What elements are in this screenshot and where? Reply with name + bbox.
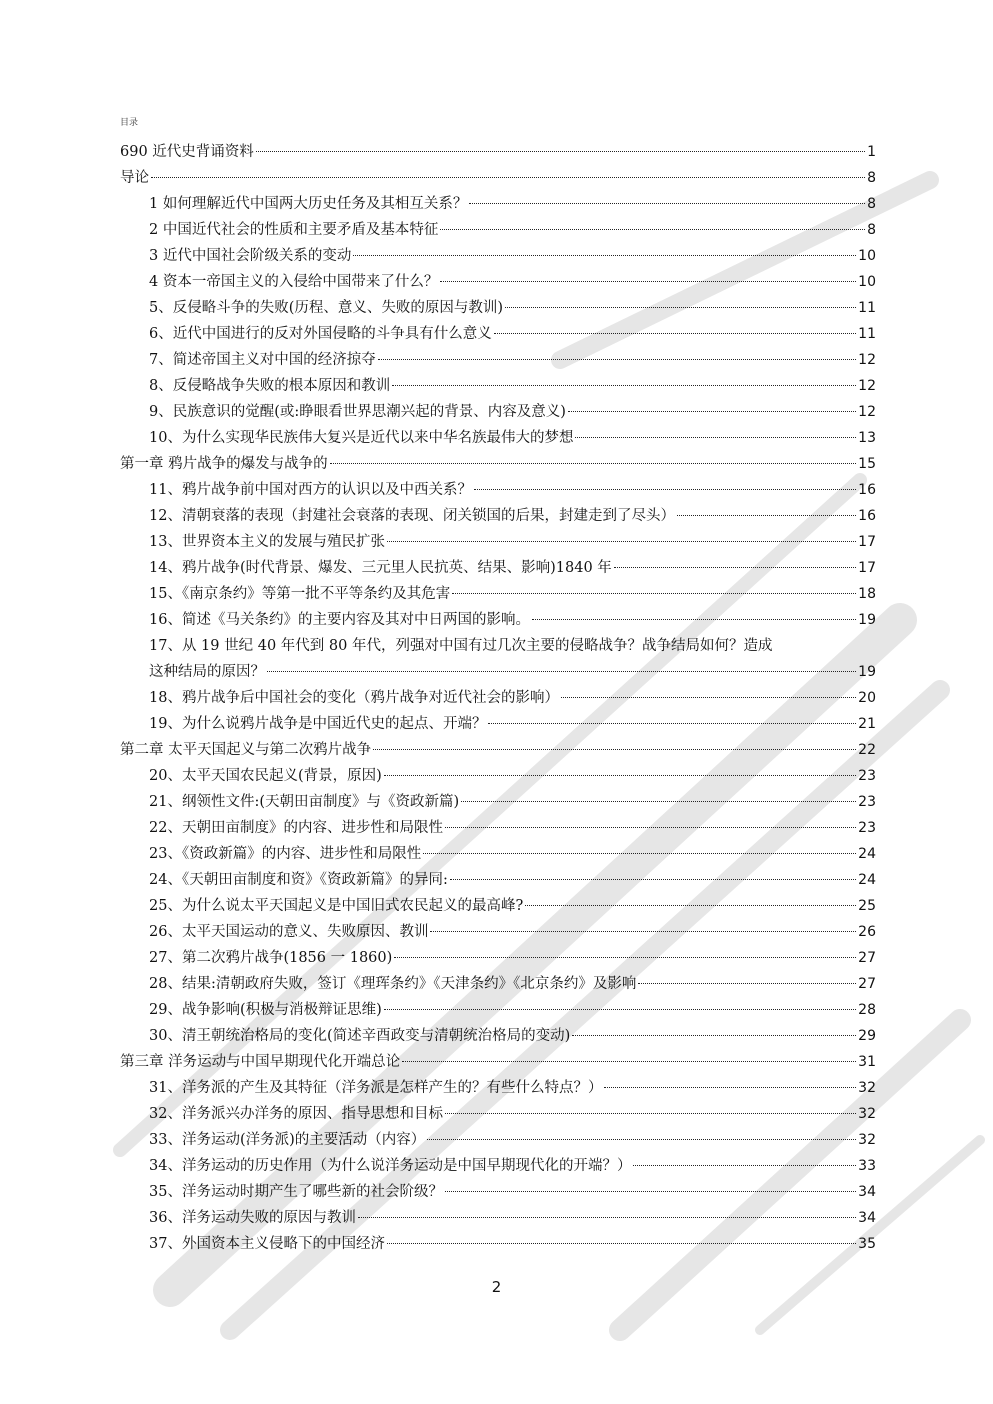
leader-dots [474,489,856,490]
toc-entry-row[interactable] [120,399,876,425]
leader-dots [402,1061,856,1062]
toc-entry-row[interactable] [120,555,876,581]
toc-page-number: 8 [867,170,876,186]
toc-entry-row[interactable] [120,191,876,217]
toc-page-number: 32 [858,1080,876,1096]
toc-entry-label: 28、结果:清朝政府失败，签订《理珲条约》《天津条约》《北京条约》及影响 [149,976,637,992]
toc-entry-row[interactable] [120,867,876,893]
toc-entry-row[interactable] [120,1179,876,1205]
toc-page-number: 23 [858,820,876,836]
toc-page-number: 12 [858,352,876,368]
toc-entry-continuation [149,659,876,685]
toc-entry-label: 27、第二次鸦片战争(1856 一 1860) [149,950,393,966]
toc-page-number: 29 [858,1028,876,1044]
toc-page-number: 22 [858,742,876,758]
toc-page-number: 23 [858,768,876,784]
toc-page-number: 34 [858,1184,876,1200]
toc-entry-label: 16、简述《马关条约》的主要内容及其对中日两国的影响。 [149,612,530,628]
toc-entry-label: 5、反侵略斗争的失败(历程、意义、失败的原因与教训) [149,300,504,316]
leader-dots [430,931,856,932]
toc-entry-row[interactable] [120,919,876,945]
toc-entry-label: 23、《资政新篇》的内容、进步性和局限性 [149,846,422,862]
leader-dots [561,697,856,698]
toc-entry-row[interactable] [120,841,876,867]
toc-page-number: 10 [858,274,876,290]
leader-dots [267,671,856,672]
toc-entry-label: 21、纲领性文件:(天朝田亩制度》与《资政新篇) [149,794,460,810]
toc-entry-label: 20、太平天国农民起义(背景，原因) [149,768,382,784]
leader-dots [358,1217,856,1218]
toc-page-number: 16 [858,482,876,498]
toc-entry-label: 8、反侵略战争失败的根本原因和教训 [149,378,391,394]
leader-dots [677,515,856,516]
leader-dots [604,1087,856,1088]
leader-dots [505,307,856,308]
toc-entry-label: 第三章 洋务运动与中国早期现代化开端总论 [120,1054,401,1070]
toc-entry-label: 15、《南京条约》等第一批不平等条约及其危害 [149,586,451,602]
leader-dots [575,437,856,438]
toc-entry-label: 6、近代中国进行的反对外国侵略的斗争具有什么意义 [149,326,492,342]
leader-dots [461,801,856,802]
toc-heading: 目录 [120,118,139,128]
toc-entry-row[interactable] [120,581,876,607]
toc-page-number: 17 [858,534,876,550]
toc-entry-row[interactable] [120,217,876,243]
leader-dots [387,541,856,542]
leader-dots [452,593,856,594]
leader-dots [373,749,856,750]
toc-page-number: 24 [858,872,876,888]
leader-dots [450,879,856,880]
toc-entry-row[interactable] [120,347,876,373]
toc-page-number: 33 [858,1158,876,1174]
leader-dots [384,775,856,776]
toc-entry-label: 18、鸦片战争后中国社会的变化（鸦片战争对近代社会的影响） [149,690,559,706]
toc-entry-row[interactable] [120,1075,876,1101]
toc-chapter-row[interactable] [120,737,876,763]
toc-page-number: 27 [858,976,876,992]
leader-dots [353,255,856,256]
toc-page-number: 27 [858,950,876,966]
toc-page-number: 19 [858,612,876,628]
toc-entry-row[interactable] [120,1153,876,1179]
toc-entry-label: 12、清朝衰落的表现（封建社会衰落的表现、闭关锁国的后果，封建走到了尽头） [149,508,675,524]
toc-entry-row[interactable] [120,477,876,503]
toc-entry-label: 19、为什么说鸦片战争是中国近代史的起点、开端？ [149,716,487,732]
toc-page-number: 15 [858,456,876,472]
toc-entry-row[interactable] [120,607,876,633]
toc-page-number: 34 [858,1210,876,1226]
toc-entry-row[interactable] [120,425,876,451]
toc-page-number: 8 [867,222,876,238]
toc-page-number: 10 [858,248,876,264]
toc-entry-row[interactable] [120,503,876,529]
toc-entry-label: 29、战争影响(积极与消极辩证思维) [149,1002,382,1018]
toc-entry-row[interactable] [120,1023,876,1049]
leader-dots [638,983,856,984]
toc-entry-row[interactable] [120,815,876,841]
toc-entry-label: 35、洋务运动时期产生了哪些新的社会阶级？ [149,1184,443,1200]
toc-entry-label: 13、世界资本主义的发展与殖民扩张 [149,534,385,550]
toc-page-number: 24 [858,846,876,862]
toc-entry-label: 7、简述帝国主义对中国的经济掠夺 [149,352,376,368]
toc-entry-label: 9、民族意识的觉醒(或:睁眼看世界思潮兴起的背景、内容及意义) [149,404,566,420]
leader-dots [445,1113,856,1114]
toc-page-number: 11 [858,326,876,342]
toc-entry-row[interactable] [120,529,876,555]
toc-page-number: 1 [867,144,876,160]
toc-page-number: 12 [858,404,876,420]
toc-entry-row[interactable] [120,243,876,269]
toc-page-number: 32 [858,1132,876,1148]
toc-entry-label: 4 资本一帝国主义的入侵给中国带来了什么？ [149,274,439,290]
toc-entry-label: 36、洋务运动失败的原因与教训 [149,1210,356,1226]
toc-entry-row[interactable] [120,971,876,997]
leader-dots [423,853,856,854]
leader-dots [532,619,856,620]
toc-entry-row[interactable] [120,373,876,399]
toc-entry-row[interactable] [120,1205,876,1231]
toc-entry-label: 2 中国近代社会的性质和主要矛盾及基本特征 [149,222,439,238]
toc-entry-label: 11、鸦片战争前中国对西方的认识以及中西关系？ [149,482,472,498]
leader-dots [256,151,865,152]
toc-page-number: 23 [858,794,876,810]
toc-entry-label: 1 如何理解近代中国两大历史任务及其相互关系？ [149,196,468,212]
toc-entry-label: 25、为什么说太平天国起义是中国旧式农民起义的最高峰? [149,898,524,914]
toc-entry-row[interactable] [120,321,876,347]
toc-chapter-row[interactable] [120,451,876,477]
toc-page-number: 21 [858,716,876,732]
toc-entry-label: 10、为什么实现华民族伟大复兴是近代以来中华名族最伟大的梦想 [149,430,574,446]
toc-entry-label: 导论 [120,170,149,186]
toc-page-number: 17 [858,560,876,576]
toc-entry-label: 第二章 太平天国起义与第二次鸦片战争 [120,742,372,758]
toc-entry-row[interactable] [120,997,876,1023]
table-of-contents [120,139,876,1257]
leader-dots [572,1035,856,1036]
toc-page-number: 28 [858,1002,876,1018]
leader-dots [384,1009,856,1010]
toc-entry-label: 34、洋务运动的历史作用（为什么说洋务运动是中国早期现代化的开端？） [149,1158,632,1174]
leader-dots [151,177,865,178]
toc-entry-label-continued: 这种结局的原因？ [149,664,265,680]
toc-entry-label: 24、《天朝田亩制度和资》《资政新篇》的异同: [149,872,448,888]
leader-dots [469,203,865,204]
toc-entry-label: 30、清王朝统治格局的变化(简述辛酉政变与清朝统治格局的变动) [149,1028,571,1044]
toc-entry-row[interactable] [120,763,876,789]
toc-page-number: 12 [858,378,876,394]
toc-page-number: 16 [858,508,876,524]
leader-dots [394,957,856,958]
toc-page-number: 26 [858,924,876,940]
toc-page-number: 18 [858,586,876,602]
toc-page-number: 35 [858,1236,876,1252]
toc-chapter-row[interactable] [120,165,876,191]
toc-page-number: 31 [858,1054,876,1070]
leader-dots [378,359,856,360]
leader-dots [427,1139,856,1140]
toc-entry-row[interactable] [120,295,876,321]
toc-page-number: 25 [858,898,876,914]
leader-dots [387,1243,856,1244]
toc-page-number: 8 [867,196,876,212]
leader-dots [568,411,856,412]
toc-entry-label: 26、太平天国运动的意义、失败原因、教训 [149,924,429,940]
toc-entry-label: 690 近代史背诵资料 [120,144,254,160]
toc-page-number: 11 [858,300,876,316]
toc-entry-label: 31、洋务派的产生及其特征（洋务派是怎样产生的？有些什么特点？） [149,1080,603,1096]
toc-entry-row[interactable] [120,1101,876,1127]
toc-entry-label: 17、从 19 世纪 40 年代到 80 年代，列强对中国有过几次主要的侵略战争？战争结局如何？造成 [149,638,773,654]
toc-chapter-row[interactable] [120,1049,876,1075]
leader-dots [445,1191,856,1192]
page-number: 2 [491,1278,502,1296]
toc-entry-label: 32、洋务派兴办洋务的原因、指导思想和目标 [149,1106,443,1122]
toc-chapter-row[interactable] [120,139,876,165]
toc-entry-row[interactable] [120,685,876,711]
leader-dots [633,1165,856,1166]
leader-dots [330,463,857,464]
toc-entry-row[interactable] [120,893,876,919]
toc-entry-label: 33、洋务运动(洋务派)的主要活动（内容） [149,1132,426,1148]
leader-dots [440,229,865,230]
leader-dots [614,567,856,568]
toc-entry-row[interactable] [120,711,876,737]
toc-entry-row[interactable] [120,1127,876,1153]
leader-dots [488,723,856,724]
toc-entry-label: 37、外国资本主义侵略下的中国经济 [149,1236,385,1252]
toc-entry-label: 22、天朝田亩制度》的内容、进步性和局限性 [149,820,443,836]
toc-entry-row[interactable] [120,1231,876,1257]
leader-dots [392,385,856,386]
toc-entry-row[interactable] [120,789,876,815]
toc-entry-label: 14、鸦片战争(时代背景、爆发、三元里人民抗英、结果、影响)1840 年 [149,560,612,576]
toc-page-number: 19 [858,664,876,680]
toc-entry-label: 第一章 鸦片战争的爆发与战争的 [120,456,328,472]
toc-page-number: 20 [858,690,876,706]
toc-entry-row[interactable] [120,633,876,685]
leader-dots [445,827,856,828]
toc-page-number: 13 [858,430,876,446]
leader-dots [440,281,856,282]
toc-entry-row[interactable] [120,269,876,295]
leader-dots [494,333,856,334]
toc-entry-label: 3 近代中国社会阶级关系的变动 [149,248,352,264]
toc-page-number: 32 [858,1106,876,1122]
leader-dots [525,905,856,906]
toc-entry-row[interactable] [120,945,876,971]
